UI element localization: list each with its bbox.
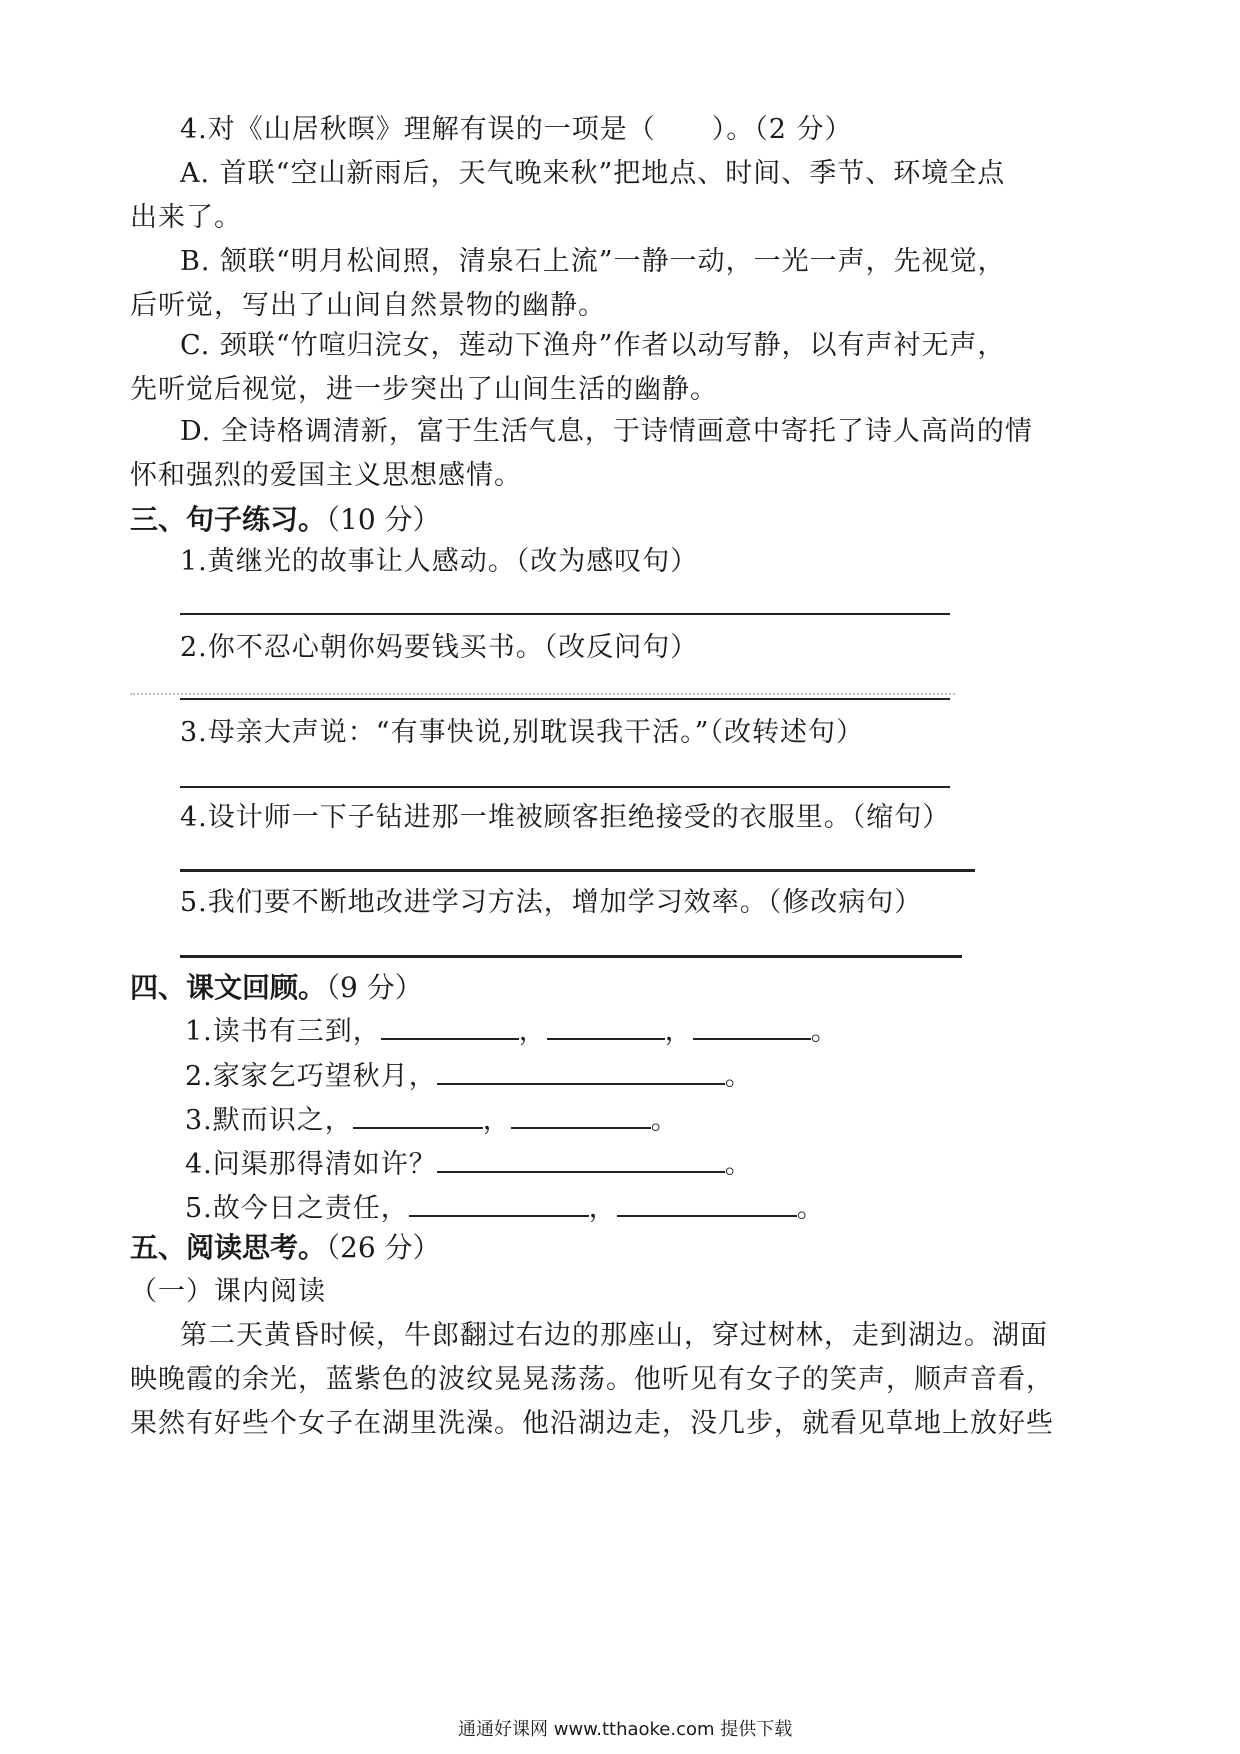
reading-line-2: 映晚霞的余光，蓝紫色的波纹晃晃荡荡。他听见有女子的笑声，顺声音看， (130, 1364, 1054, 1395)
section3-item-3: 3.母亲大声说：“有事快说,别耽误我干活。”（改转述句） (180, 717, 864, 748)
q4-option-b-line2: 后听觉，写出了山间自然景物的幽静。 (130, 290, 606, 321)
section3-title: 三、句子练习。 (130, 503, 327, 536)
section4-heading (130, 968, 423, 1008)
page-footer: 通通好课网 www.tthaoke.com 提供下载 (458, 1719, 793, 1740)
recall-2-blank[interactable] (437, 1057, 725, 1085)
recall-1-blank-c[interactable] (693, 1012, 811, 1040)
section5-title: 五、阅读思考。 (130, 1231, 327, 1264)
section5-points: （26 分） (326, 1231, 441, 1264)
section4-points: （9 分） (326, 971, 423, 1004)
recall-4-end: 。 (724, 1149, 753, 1180)
recall-item-4 (185, 1145, 753, 1185)
recall-4-prefix: 4.问渠那得清如许？ (185, 1149, 437, 1180)
dotted-divider (130, 693, 955, 695)
q4-option-d-line1: D. 全诗格调清新，富于生活气息，于诗情画意中寄托了诗人高尚的情 (180, 416, 1033, 447)
answer-line-5[interactable] (180, 955, 962, 958)
q4-option-c-line2: 先听觉后视觉，进一步突出了山间生活的幽静。 (130, 374, 718, 405)
q4-option-c-line1: C. 颈联“竹喧归浣女，莲动下渔舟”作者以动写静，以有声衬无声， (180, 330, 1006, 361)
recall-item-5 (185, 1189, 825, 1229)
section3-item-2: 2.你不忍心朝你妈要钱买书。（改反问句） (180, 632, 699, 663)
recall-item-2 (185, 1057, 753, 1097)
reading-line-1: 第二天黄昏时候，牛郎翻过右边的那座山，穿过树林，走到湖边。湖面 (180, 1320, 1048, 1351)
recall-3-blank-a[interactable] (353, 1101, 483, 1129)
recall-item-1 (185, 1012, 839, 1052)
recall-4-blank[interactable] (437, 1145, 725, 1173)
section3-item-5: 5.我们要不断地改进学习方法，增加学习效率。（修改病句） (180, 887, 923, 918)
section5-heading (130, 1228, 441, 1268)
recall-1-end: 。 (810, 1016, 839, 1047)
answer-line-1[interactable] (180, 613, 950, 615)
recall-2-prefix: 2.家家乞巧望秋月， (185, 1061, 437, 1092)
q4-option-a-line1: A. 首联“空山新雨后，天气晚来秋”把地点、时间、季节、环境全点 (180, 158, 1006, 189)
recall-5-blank-b[interactable] (617, 1189, 797, 1217)
q4-option-b-line1: B. 颔联“明月松间照，清泉石上流”一静一动，一光一声，先视觉， (180, 246, 1006, 277)
recall-3-end: 。 (650, 1105, 679, 1136)
section5-subheading: （一）课内阅读 (130, 1276, 326, 1307)
reading-line-3: 果然有好些个女子在湖里洗澡。他沿湖边走，没几步，就看见草地上放好些 (130, 1408, 1054, 1439)
answer-line-3[interactable] (180, 786, 950, 788)
recall-5-blank-a[interactable] (409, 1189, 589, 1217)
q4-stem: 4.对《山居秋暝》理解有误的一项是（ ）。（2 分） (180, 114, 853, 145)
section3-item-4: 4.设计师一下子钻进那一堆被顾客拒绝接受的衣服里。（缩句） (180, 802, 951, 833)
recall-1-sep2: ， (664, 1016, 693, 1047)
recall-2-end: 。 (724, 1061, 753, 1092)
recall-item-3 (185, 1101, 679, 1141)
recall-1-sep1: ， (518, 1016, 547, 1047)
q4-option-a-line2: 出来了。 (130, 202, 242, 233)
recall-3-prefix: 3.默而识之， (185, 1105, 353, 1136)
answer-line-4[interactable] (180, 869, 975, 872)
recall-3-blank-b[interactable] (511, 1101, 651, 1129)
recall-1-prefix: 1.读书有三到， (185, 1016, 381, 1047)
q4-option-d-line2: 怀和强烈的爱国主义思想感情。 (130, 460, 522, 491)
section3-points: （10 分） (326, 503, 441, 536)
recall-3-sep1: ， (482, 1105, 511, 1136)
section4-title: 四、课文回顾。 (130, 971, 327, 1004)
recall-5-end: 。 (796, 1193, 825, 1224)
recall-5-prefix: 5.故今日之责任， (185, 1193, 409, 1224)
recall-1-blank-b[interactable] (547, 1012, 665, 1040)
answer-line-2[interactable] (180, 698, 950, 700)
section3-heading (130, 500, 441, 540)
recall-1-blank-a[interactable] (381, 1012, 519, 1040)
recall-5-sep1: ， (588, 1193, 617, 1224)
section3-item-1: 1.黄继光的故事让人感动。（改为感叹句） (180, 546, 699, 577)
